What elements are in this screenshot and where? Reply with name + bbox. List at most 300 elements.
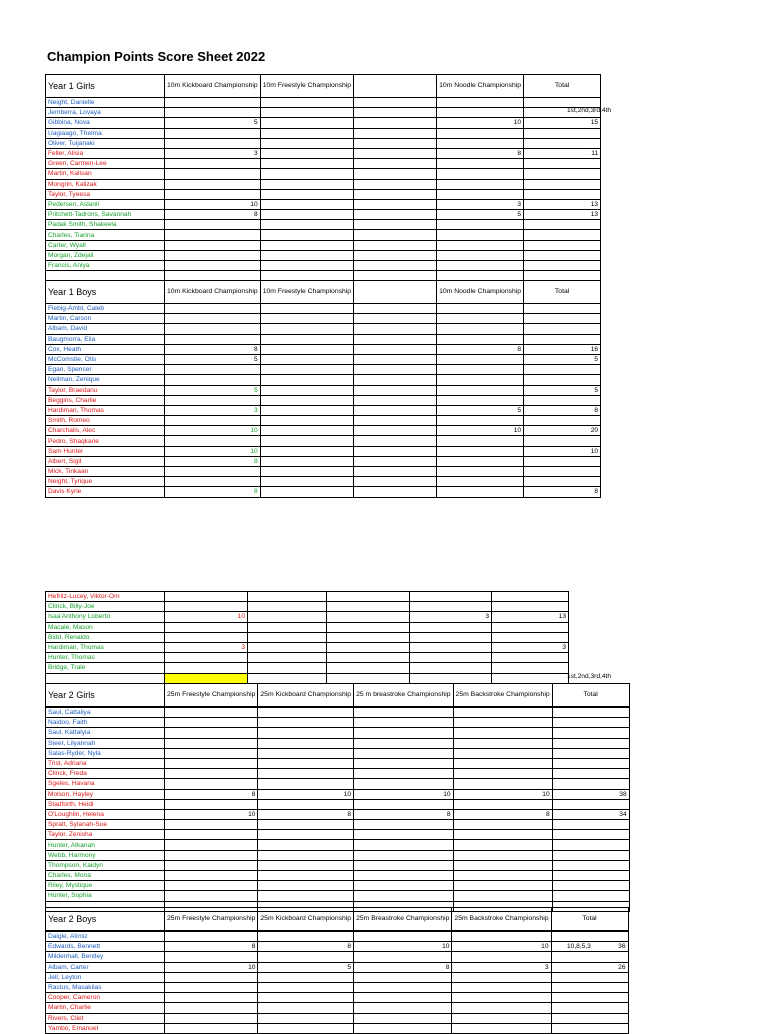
score-cell [165, 779, 258, 789]
header-row [46, 281, 601, 304]
group-title: Year 1 Girls [46, 75, 165, 98]
table-row [46, 416, 601, 426]
score-cell [354, 758, 453, 768]
score-cell [437, 334, 524, 344]
score-cell [452, 1023, 551, 1033]
swimmer-name: McComstie, Otis [46, 354, 165, 364]
score-cell [437, 98, 524, 108]
score-cell: 3 [165, 405, 261, 415]
score-cell [165, 304, 261, 314]
table-row [46, 344, 601, 354]
score-cell [260, 189, 353, 199]
score-cell: 8 [258, 809, 354, 819]
total-cell [492, 622, 569, 632]
total-cell [551, 982, 628, 992]
score-cell [165, 169, 261, 179]
score-cell [354, 779, 453, 789]
total-cell [551, 931, 628, 942]
table-row [46, 612, 569, 622]
total-cell [552, 748, 629, 758]
score-cell [354, 138, 437, 148]
score-cell [354, 1013, 452, 1023]
score-table-year1-boys [45, 280, 601, 498]
score-cell [354, 159, 437, 169]
table-row [46, 809, 630, 819]
score-cell [437, 456, 524, 466]
total-cell [524, 261, 601, 271]
swimmer-name: Daigle, Alimiz [46, 931, 165, 942]
score-cell [165, 179, 261, 189]
score-cell [354, 718, 453, 728]
score-cell [410, 602, 492, 612]
column-header: 10m Noodle Championship [437, 281, 524, 304]
score-cell: 10 [437, 118, 524, 128]
total-cell [552, 830, 629, 840]
score-cell [354, 860, 453, 870]
score-cell [453, 820, 552, 830]
total-cell: 36 [551, 942, 628, 952]
score-cell [354, 365, 437, 375]
score-cell [165, 375, 261, 385]
total-cell [524, 416, 601, 426]
score-cell [258, 860, 354, 870]
table-row [46, 972, 629, 982]
total-cell: 10 [524, 446, 601, 456]
score-cell [165, 850, 258, 860]
score-cell [258, 982, 354, 992]
score-cell [165, 602, 248, 612]
group-title: Year 1 Boys [46, 281, 165, 304]
table-row [46, 240, 601, 250]
score-cell [260, 436, 353, 446]
table-row [46, 881, 630, 891]
total-cell: 3 [492, 642, 569, 652]
score-cell [258, 718, 354, 728]
score-cell [165, 748, 258, 758]
swimmer-name: Riley, Mystique [46, 881, 165, 891]
score-cell [437, 446, 524, 456]
score-cell [260, 365, 353, 375]
score-cell: 10 [354, 942, 452, 952]
table-row [46, 592, 569, 602]
total-cell [524, 477, 601, 487]
table-row [46, 426, 601, 436]
total-cell [492, 673, 569, 683]
table-row [46, 220, 601, 230]
score-cell [258, 871, 354, 881]
swimmer-name: Hefritz-Lucey, Viktor-Om [46, 592, 165, 602]
swimmer-name: Smith, Romeo [46, 416, 165, 426]
table-row [46, 210, 601, 220]
swimmer-name: Uagiaago, Thelma [46, 128, 165, 138]
score-cell [248, 602, 327, 612]
score-cell [437, 250, 524, 260]
table-row [46, 728, 630, 738]
table-row [46, 993, 629, 1003]
swimmer-name: Taylor, Tyeesa [46, 189, 165, 199]
total-cell [552, 718, 629, 728]
score-cell [258, 707, 354, 718]
table-row [46, 148, 601, 158]
column-header: 25m Breastroke Championship [354, 908, 452, 932]
table-row [46, 199, 601, 209]
score-cell [437, 324, 524, 334]
table-row [46, 962, 629, 972]
score-cell [165, 931, 258, 942]
score-cell [248, 632, 327, 642]
total-cell [552, 891, 629, 901]
score-cell: 10 [354, 789, 453, 799]
group-title: Year 2 Boys [46, 908, 165, 932]
score-cell: 8 [354, 962, 452, 972]
table-row [46, 1023, 629, 1033]
score-cell [258, 1023, 354, 1033]
swimmer-name [46, 673, 165, 683]
score-cell [258, 728, 354, 738]
swimmer-name: Trist, Adriana [46, 758, 165, 768]
score-cell: 5 [258, 962, 354, 972]
score-cell [165, 324, 261, 334]
score-cell [354, 220, 437, 230]
score-cell [260, 108, 353, 118]
table-row [46, 718, 630, 728]
table-row [46, 663, 569, 673]
score-cell [354, 108, 437, 118]
score-cell [437, 179, 524, 189]
score-cell: 10 [165, 612, 248, 622]
score-cell [354, 820, 453, 830]
score-cell [165, 334, 261, 344]
score-cell [354, 395, 437, 405]
column-header: 25m Kickboard Championship [258, 908, 354, 932]
score-cell [165, 395, 261, 405]
score-cell: 5 [437, 210, 524, 220]
score-cell [437, 375, 524, 385]
score-cell: 5 [437, 405, 524, 415]
header-row [46, 75, 601, 98]
table-row [46, 1013, 629, 1023]
total-cell [524, 314, 601, 324]
score-cell [437, 261, 524, 271]
score-cell [452, 952, 551, 962]
score-cell [437, 467, 524, 477]
score-cell [165, 972, 258, 982]
total-cell [492, 653, 569, 663]
total-cell [524, 467, 601, 477]
score-cell [248, 642, 327, 652]
table-row [46, 602, 569, 612]
total-cell [524, 334, 601, 344]
swimmer-name: Hardiman, Thomas [46, 405, 165, 415]
score-cell [354, 230, 437, 240]
score-cell [327, 642, 410, 652]
score-cell [354, 931, 452, 942]
score-cell: 3 [410, 612, 492, 622]
score-cell [410, 622, 492, 632]
table-row [46, 840, 630, 850]
swimmer-name: Pedro, Shaqkarie [46, 436, 165, 446]
total-cell: 26 [551, 962, 628, 972]
swimmer-name: Charles, Mona [46, 871, 165, 881]
table-row [46, 189, 601, 199]
table-row [46, 395, 601, 405]
score-cell [165, 718, 258, 728]
total-cell [552, 881, 629, 891]
score-cell [165, 982, 258, 992]
total-cell: 5 [524, 354, 601, 364]
table-row [46, 250, 601, 260]
total-cell [492, 592, 569, 602]
swimmer-name: Beggins, Charlie [46, 395, 165, 405]
score-cell: 5 [165, 354, 261, 364]
score-cell [452, 931, 551, 942]
score-cell [260, 324, 353, 334]
score-cell [165, 860, 258, 870]
table-row [46, 436, 601, 446]
score-cell [165, 632, 248, 642]
score-cell [354, 199, 437, 209]
table-row [46, 446, 601, 456]
total-cell [552, 799, 629, 809]
score-cell [354, 416, 437, 426]
score-cell [410, 642, 492, 652]
column-header [354, 281, 437, 304]
score-cell [437, 128, 524, 138]
swimmer-name: Hunter, Sophia [46, 891, 165, 901]
score-cell [165, 98, 261, 108]
score-cell [354, 98, 437, 108]
score-cell [165, 840, 258, 850]
score-cell [327, 653, 410, 663]
group-title: Year 2 Girls [46, 684, 165, 708]
swimmer-name: Hunter, Atkanah [46, 840, 165, 850]
swimmer-name: Mick, Tinkaan [46, 467, 165, 477]
swimmer-name: Taylor, Braedanu [46, 385, 165, 395]
total-cell [552, 758, 629, 768]
swimmer-name: Salas-Ryder, Nyla [46, 748, 165, 758]
score-cell [354, 840, 453, 850]
column-header: 10m Kickboard Championship [165, 75, 261, 98]
score-cell [165, 653, 248, 663]
score-cell [260, 426, 353, 436]
swimmer-name: Francis, Aniya [46, 261, 165, 271]
table-row [46, 98, 601, 108]
table-row [46, 931, 629, 942]
score-cell [248, 592, 327, 602]
total-cell [551, 972, 628, 982]
score-cell: 10 [437, 426, 524, 436]
table-row [46, 477, 601, 487]
score-cell [258, 779, 354, 789]
score-cell [260, 477, 353, 487]
score-cell [248, 653, 327, 663]
total-cell [552, 707, 629, 718]
table-row [46, 799, 630, 809]
score-cell [260, 220, 353, 230]
header-row [46, 908, 629, 932]
score-cell [327, 622, 410, 632]
swimmer-name: Macale, Mason [46, 622, 165, 632]
score-cell [453, 881, 552, 891]
score-cell [354, 446, 437, 456]
swimmer-name: Rivers, Cliet [46, 1013, 165, 1023]
score-cell [437, 138, 524, 148]
score-cell [354, 982, 452, 992]
table-row [46, 487, 601, 497]
total-cell [552, 820, 629, 830]
score-cell [258, 891, 354, 901]
swimmer-name: Hardiman, Thomas [46, 642, 165, 652]
score-cell [453, 891, 552, 901]
score-cell [354, 250, 437, 260]
score-cell [354, 334, 437, 344]
swimmer-name: Rastus, Masakilas [46, 982, 165, 992]
score-cell [258, 830, 354, 840]
score-cell: 10 [165, 446, 261, 456]
score-cell [165, 108, 261, 118]
table-row [46, 405, 601, 415]
score-cell [452, 993, 551, 1003]
score-cell [452, 1003, 551, 1013]
table-row [46, 653, 569, 663]
swimmer-name: Feller, Alisia [46, 148, 165, 158]
score-cell [354, 799, 453, 809]
score-cell [165, 250, 261, 260]
column-header: Total [524, 75, 601, 98]
swimmer-name: Hunter, Thomas [46, 653, 165, 663]
swimmer-name: Sam Hunter [46, 446, 165, 456]
swimmer-name: Albert, Sigil [46, 456, 165, 466]
total-cell [551, 993, 628, 1003]
table-row [46, 891, 630, 901]
score-cell [354, 487, 437, 497]
swimmer-name: Pritchett-Tadrons, Savannah [46, 210, 165, 220]
table-row [46, 758, 630, 768]
score-cell [165, 436, 261, 446]
swimmer-name: Jemberra, Lovaya [46, 108, 165, 118]
score-table-year1-girls [45, 74, 601, 281]
table-row [46, 820, 630, 830]
score-cell [260, 261, 353, 271]
table-row [46, 304, 601, 314]
score-cell [354, 210, 437, 220]
score-cell [165, 477, 261, 487]
swimmer-name: Flebig-Ambl, Caleb [46, 304, 165, 314]
score-cell [258, 758, 354, 768]
score-cell [165, 592, 248, 602]
score-cell [354, 993, 452, 1003]
score-cell [165, 993, 258, 1003]
column-header: 25m Freestyle Championship [165, 684, 258, 708]
total-cell: 13 [524, 199, 601, 209]
swimmer-name: Thompson, Kaidyn [46, 860, 165, 870]
score-cell [260, 98, 353, 108]
score-cell [258, 840, 354, 850]
score-cell [437, 477, 524, 487]
total-cell: 8 [524, 405, 601, 415]
total-cell [551, 1003, 628, 1013]
score-table-year2-girls [45, 683, 630, 912]
score-cell [165, 769, 258, 779]
score-cell [354, 385, 437, 395]
score-cell [437, 487, 524, 497]
score-cell [327, 602, 410, 612]
total-cell [551, 1023, 628, 1033]
column-header: Total [551, 908, 628, 932]
score-cell [260, 159, 353, 169]
swimmer-name: Mildenhall, Bentley [46, 952, 165, 962]
total-cell [552, 871, 629, 881]
table-row [46, 108, 601, 118]
table-row [46, 118, 601, 128]
score-cell: 8 [437, 148, 524, 158]
score-cell [452, 972, 551, 982]
score-cell: 8 [165, 487, 261, 497]
score-cell [354, 477, 437, 487]
table-row [46, 642, 569, 652]
score-cell [258, 993, 354, 1003]
total-cell [524, 230, 601, 240]
score-cell [354, 707, 453, 718]
score-cell [258, 931, 354, 942]
swimmer-name: Martin, Kalisan [46, 169, 165, 179]
score-cell [260, 169, 353, 179]
swimmer-name: Yambo, Emanuel [46, 1023, 165, 1033]
swimmer-name: Sgeles, Havana [46, 779, 165, 789]
score-cell [453, 738, 552, 748]
total-cell [524, 304, 601, 314]
score-cell [165, 1013, 258, 1023]
score-cell [453, 707, 552, 718]
column-header [354, 75, 437, 98]
score-cell [258, 972, 354, 982]
score-cell [165, 159, 261, 169]
score-cell [165, 881, 258, 891]
score-cell: 3 [452, 962, 551, 972]
score-cell [437, 108, 524, 118]
score-cell: 8 [165, 942, 258, 952]
score-cell [260, 250, 353, 260]
score-cell [354, 952, 452, 962]
table-row [46, 860, 630, 870]
placing-note: 1st,2nd,3rd,4th [567, 107, 611, 114]
score-cell [453, 860, 552, 870]
total-cell [552, 840, 629, 850]
table-row [46, 375, 601, 385]
score-cell: 8 [165, 344, 261, 354]
score-cell: 3 [165, 148, 261, 158]
score-cell [248, 663, 327, 673]
swimmer-name: Morgan, Zdejali [46, 250, 165, 260]
score-cell [437, 416, 524, 426]
swimmer-name: Jell, Leyton [46, 972, 165, 982]
score-cell [354, 354, 437, 364]
score-table-year2-boys [45, 907, 629, 1034]
score-cell [260, 128, 353, 138]
total-cell [524, 220, 601, 230]
score-cell [354, 830, 453, 840]
score-cell [258, 1003, 354, 1013]
column-header: 10m Kickboard Championship [165, 281, 261, 304]
score-cell [165, 663, 248, 673]
score-cell [354, 189, 437, 199]
score-cell [260, 467, 353, 477]
score-cell [260, 344, 353, 354]
score-cell [165, 673, 248, 683]
total-cell [524, 240, 601, 250]
swimmer-name: O'Loughlin, Helena [46, 809, 165, 819]
table-row [46, 952, 629, 962]
